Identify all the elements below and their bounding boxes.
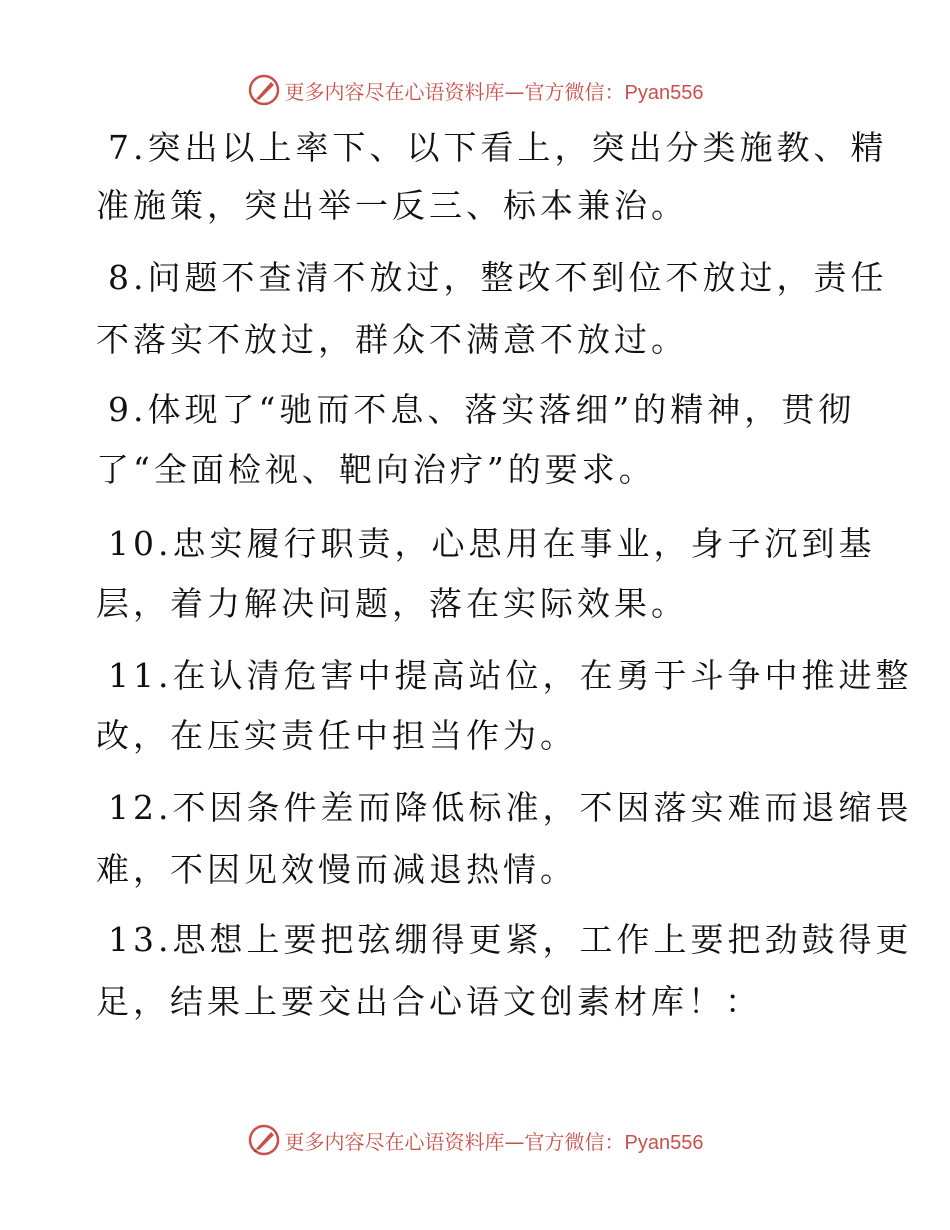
item-number: 12. — [108, 788, 173, 827]
item-line-1 — [108, 788, 912, 828]
item-line-2: 了“全面检视、靶向治疗”的要求。 — [96, 450, 656, 489]
quill-pen-circle-icon — [247, 73, 281, 107]
watermark-text — [285, 1126, 704, 1155]
watermark-wechat-id: Pyan556 — [624, 81, 704, 104]
item-line-1 — [108, 128, 888, 168]
item-line-1 — [108, 656, 912, 696]
item-line-1 — [108, 258, 888, 298]
quill-pen-circle-icon — [247, 1123, 281, 1157]
item-text: 不因条件差而降低标准，不因落实难而退缩畏 — [172, 788, 913, 827]
item-text: 突出以上率下、以下看上，突出分类施教、精 — [147, 128, 888, 167]
item-number: 11. — [108, 656, 173, 695]
item-line-2: 改，在压实责任中担当作为。 — [96, 716, 577, 755]
item-text: 体现了“驰而不息、落实落细”的精神，贯彻 — [147, 390, 856, 429]
item-line-2: 准施策，突出举一反三、标本兼治。 — [96, 186, 688, 225]
item-text: 问题不查清不放过，整改不到位不放过，责任 — [147, 258, 888, 297]
item-number: 10. — [108, 524, 173, 563]
header-watermark — [0, 70, 950, 110]
watermark-label: 更多内容尽在心语资料库—官方微信： — [284, 79, 625, 104]
item-line-1 — [108, 390, 855, 430]
item-number: 8. — [108, 258, 148, 297]
watermark-label: 更多内容尽在心语资料库—官方微信： — [284, 1129, 625, 1154]
item-number: 7. — [108, 128, 148, 167]
item-text: 思想上要把弦绷得更紧，工作上要把劲鼓得更 — [172, 920, 913, 959]
item-text: 在认清危害中提高站位，在勇于斗争中推进整 — [172, 656, 913, 695]
footer-watermark — [0, 1120, 950, 1160]
item-number: 9. — [108, 390, 148, 429]
item-line-2: 难，不因见效慢而减退热情。 — [96, 850, 577, 889]
item-line-1 — [108, 524, 875, 564]
item-line-2: 足，结果上要交出合心语文创素材库！： — [96, 982, 762, 1021]
item-line-2: 不落实不放过，群众不满意不放过。 — [96, 320, 688, 359]
item-number: 13. — [108, 920, 173, 959]
watermark-text — [285, 76, 704, 105]
watermark-wechat-id: Pyan556 — [624, 1131, 704, 1154]
item-line-2: 层，着力解决问题，落在实际效果。 — [96, 584, 688, 623]
item-line-1 — [108, 920, 912, 960]
item-text: 忠实履行职责，心思用在事业，身子沉到基 — [172, 524, 876, 563]
